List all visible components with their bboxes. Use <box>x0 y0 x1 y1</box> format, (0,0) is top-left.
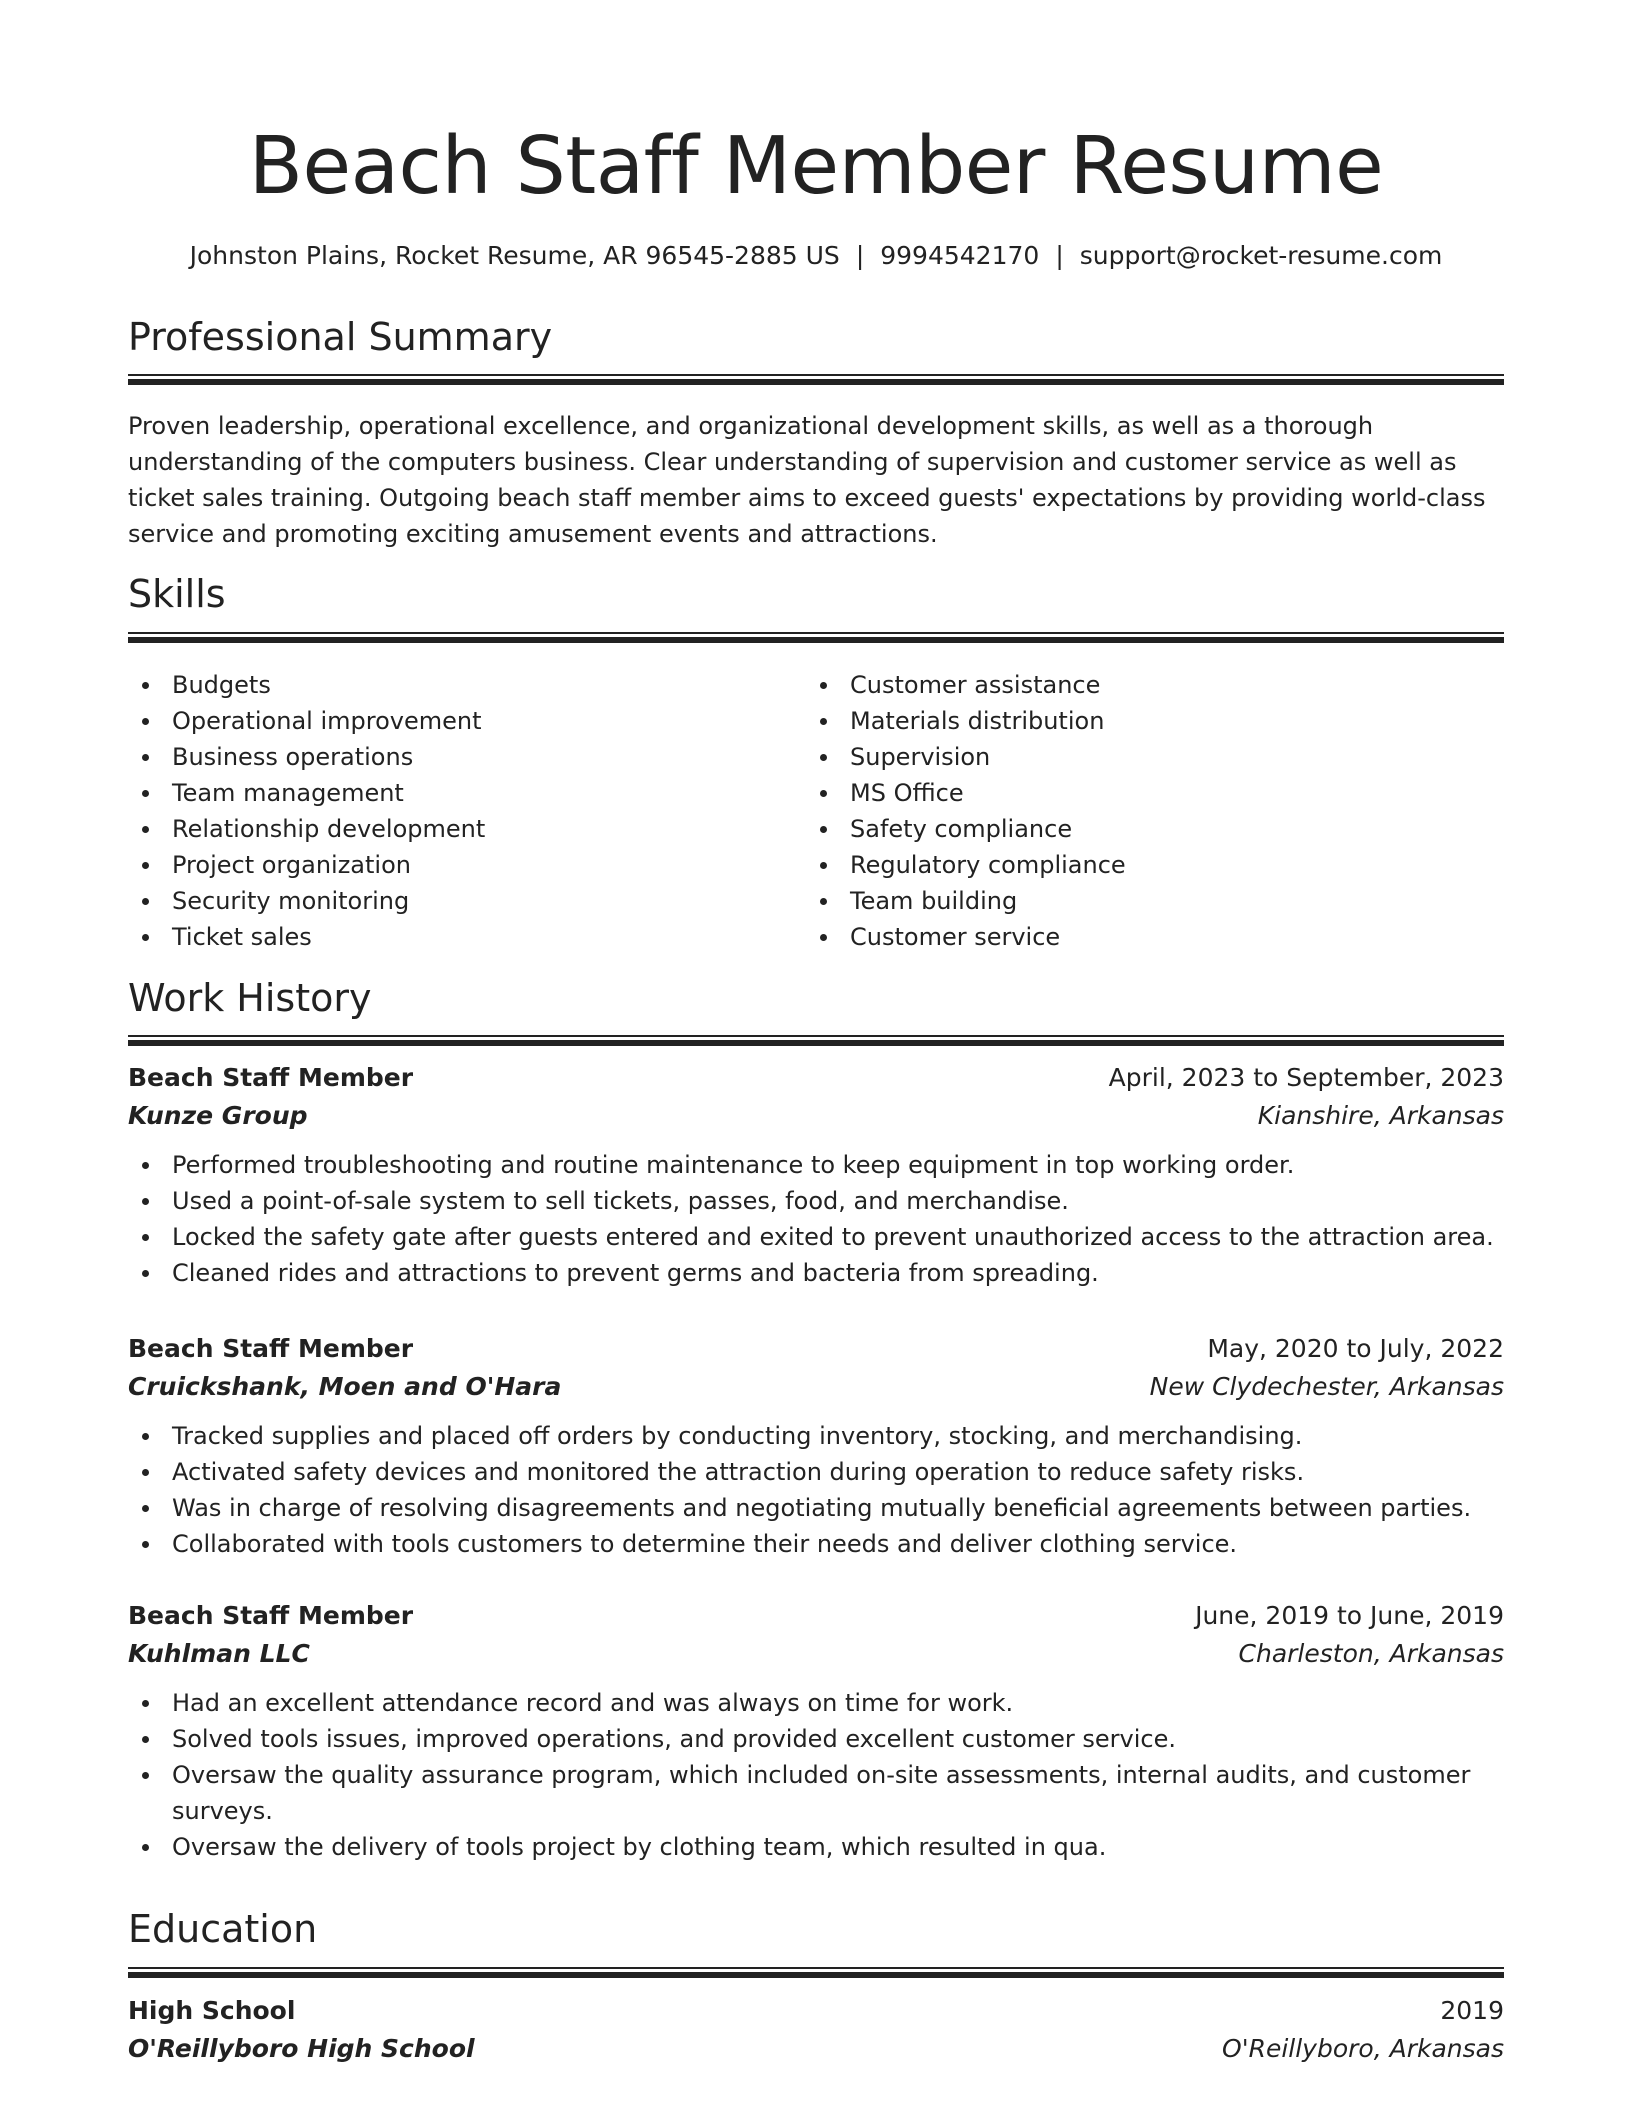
contact-email[interactable]: support@rocket-resume.com <box>1079 241 1443 270</box>
skill-item: Materials distribution <box>806 703 1446 739</box>
skills-column-left <box>128 667 768 955</box>
job-entry <box>128 1330 1504 1562</box>
education-year: 2019 <box>1440 1996 1504 2025</box>
contact-line <box>128 240 1504 272</box>
section-divider <box>128 374 1504 385</box>
skill-item: Team management <box>128 775 768 811</box>
job-bullet: Oversaw the delivery of tools project by clothing team, which resulted in qua. <box>128 1829 1504 1865</box>
education-entry <box>128 1992 1504 2068</box>
section-divider <box>128 1967 1504 1978</box>
skill-item: Relationship development <box>128 811 768 847</box>
skill-item: Business operations <box>128 739 768 775</box>
skill-item: Customer assistance <box>806 667 1446 703</box>
section-title-education: Education <box>128 1907 318 1951</box>
job-location: Charleston, Arkansas <box>1238 1639 1504 1668</box>
job-entry <box>128 1059 1504 1291</box>
skill-item: Safety compliance <box>806 811 1446 847</box>
job-title: Beach Staff Member <box>128 1334 414 1363</box>
job-dates: April, 2023 to September, 2023 <box>1108 1063 1504 1092</box>
job-company: Kunze Group <box>128 1101 308 1130</box>
job-company: Kuhlman LLC <box>128 1639 310 1668</box>
job-bullet: Activated safety devices and monitored the attraction during operation to reduce safety risks. <box>128 1454 1504 1490</box>
job-bullet: Had an excellent attendance record and was always on time for work. <box>128 1685 1504 1721</box>
section-title-summary: Professional Summary <box>128 315 553 359</box>
job-bullet: Locked the safety gate after guests entered and exited to prevent unauthorized access to the attraction area. <box>128 1219 1504 1255</box>
job-bullet: Performed troubleshooting and routine maintenance to keep equipment in top working order. <box>128 1147 1504 1183</box>
contact-separator: | <box>855 241 865 270</box>
section-title-work-history: Work History <box>128 976 372 1020</box>
job-location: New Clydechester, Arkansas <box>1149 1372 1504 1401</box>
job-location: Kianshire, Arkansas <box>1257 1101 1504 1130</box>
job-bullet: Oversaw the quality assurance program, which included on-site assessments, internal audits, and customer surveys. <box>128 1757 1504 1829</box>
skill-item: Supervision <box>806 739 1446 775</box>
job-bullet: Cleaned rides and attractions to prevent germs and bacteria from spreading. <box>128 1255 1504 1291</box>
job-bullets <box>128 1147 1504 1291</box>
job-dates: June, 2019 to June, 2019 <box>1195 1601 1504 1630</box>
summary-text: Proven leadership, operational excellence, and organizational development skills, as well as a thorough understanding of the computers business. Clear understanding of supervision and customer service as well as ticket sales training. Outgoing beach staff member aims to exceed guests' expectations by providing world-class service and promoting exciting amusement events and attractions. <box>128 412 1486 548</box>
job-title: Beach Staff Member <box>128 1601 414 1630</box>
contact-phone: 9994542170 <box>880 241 1040 270</box>
skill-item: Project organization <box>128 847 768 883</box>
section-divider <box>128 632 1504 643</box>
skill-item: Security monitoring <box>128 883 768 919</box>
skill-item: Team building <box>806 883 1446 919</box>
contact-address: Johnston Plains, Rocket Resume, AR 96545-2885 US <box>189 241 840 270</box>
skill-item: Regulatory compliance <box>806 847 1446 883</box>
job-company: Cruickshank, Moen and O'Hara <box>128 1372 562 1401</box>
section-divider <box>128 1035 1504 1046</box>
contact-separator: | <box>1055 241 1064 270</box>
job-bullets <box>128 1418 1504 1562</box>
skill-item: Ticket sales <box>128 919 768 955</box>
job-bullet: Solved tools issues, improved operations, and provided excellent customer service. <box>128 1721 1504 1757</box>
education-location: O'Reillyboro, Arkansas <box>1222 2034 1504 2063</box>
job-bullet: Collaborated with tools customers to determine their needs and deliver clothing service. <box>128 1526 1504 1562</box>
skill-item: MS Office <box>806 775 1446 811</box>
job-bullet: Used a point-of-sale system to sell tickets, passes, food, and merchandise. <box>128 1183 1504 1219</box>
job-entry <box>128 1597 1504 1865</box>
job-bullets <box>128 1685 1504 1865</box>
job-dates: May, 2020 to July, 2022 <box>1207 1334 1504 1363</box>
job-bullet: Was in charge of resolving disagreements and negotiating mutually beneficial agreements between parties. <box>128 1490 1504 1526</box>
resume-title: Beach Staff Member Resume <box>248 120 1384 212</box>
education-school: O'Reillyboro High School <box>128 2034 475 2063</box>
skill-item: Budgets <box>128 667 768 703</box>
skills-column-right <box>806 667 1446 955</box>
skill-item: Customer service <box>806 919 1446 955</box>
section-title-skills: Skills <box>128 572 226 616</box>
job-bullet: Tracked supplies and placed off orders by conducting inventory, stocking, and merchandising. <box>128 1418 1504 1454</box>
job-title: Beach Staff Member <box>128 1063 414 1092</box>
skill-item: Operational improvement <box>128 703 768 739</box>
education-degree: High School <box>128 1996 296 2025</box>
